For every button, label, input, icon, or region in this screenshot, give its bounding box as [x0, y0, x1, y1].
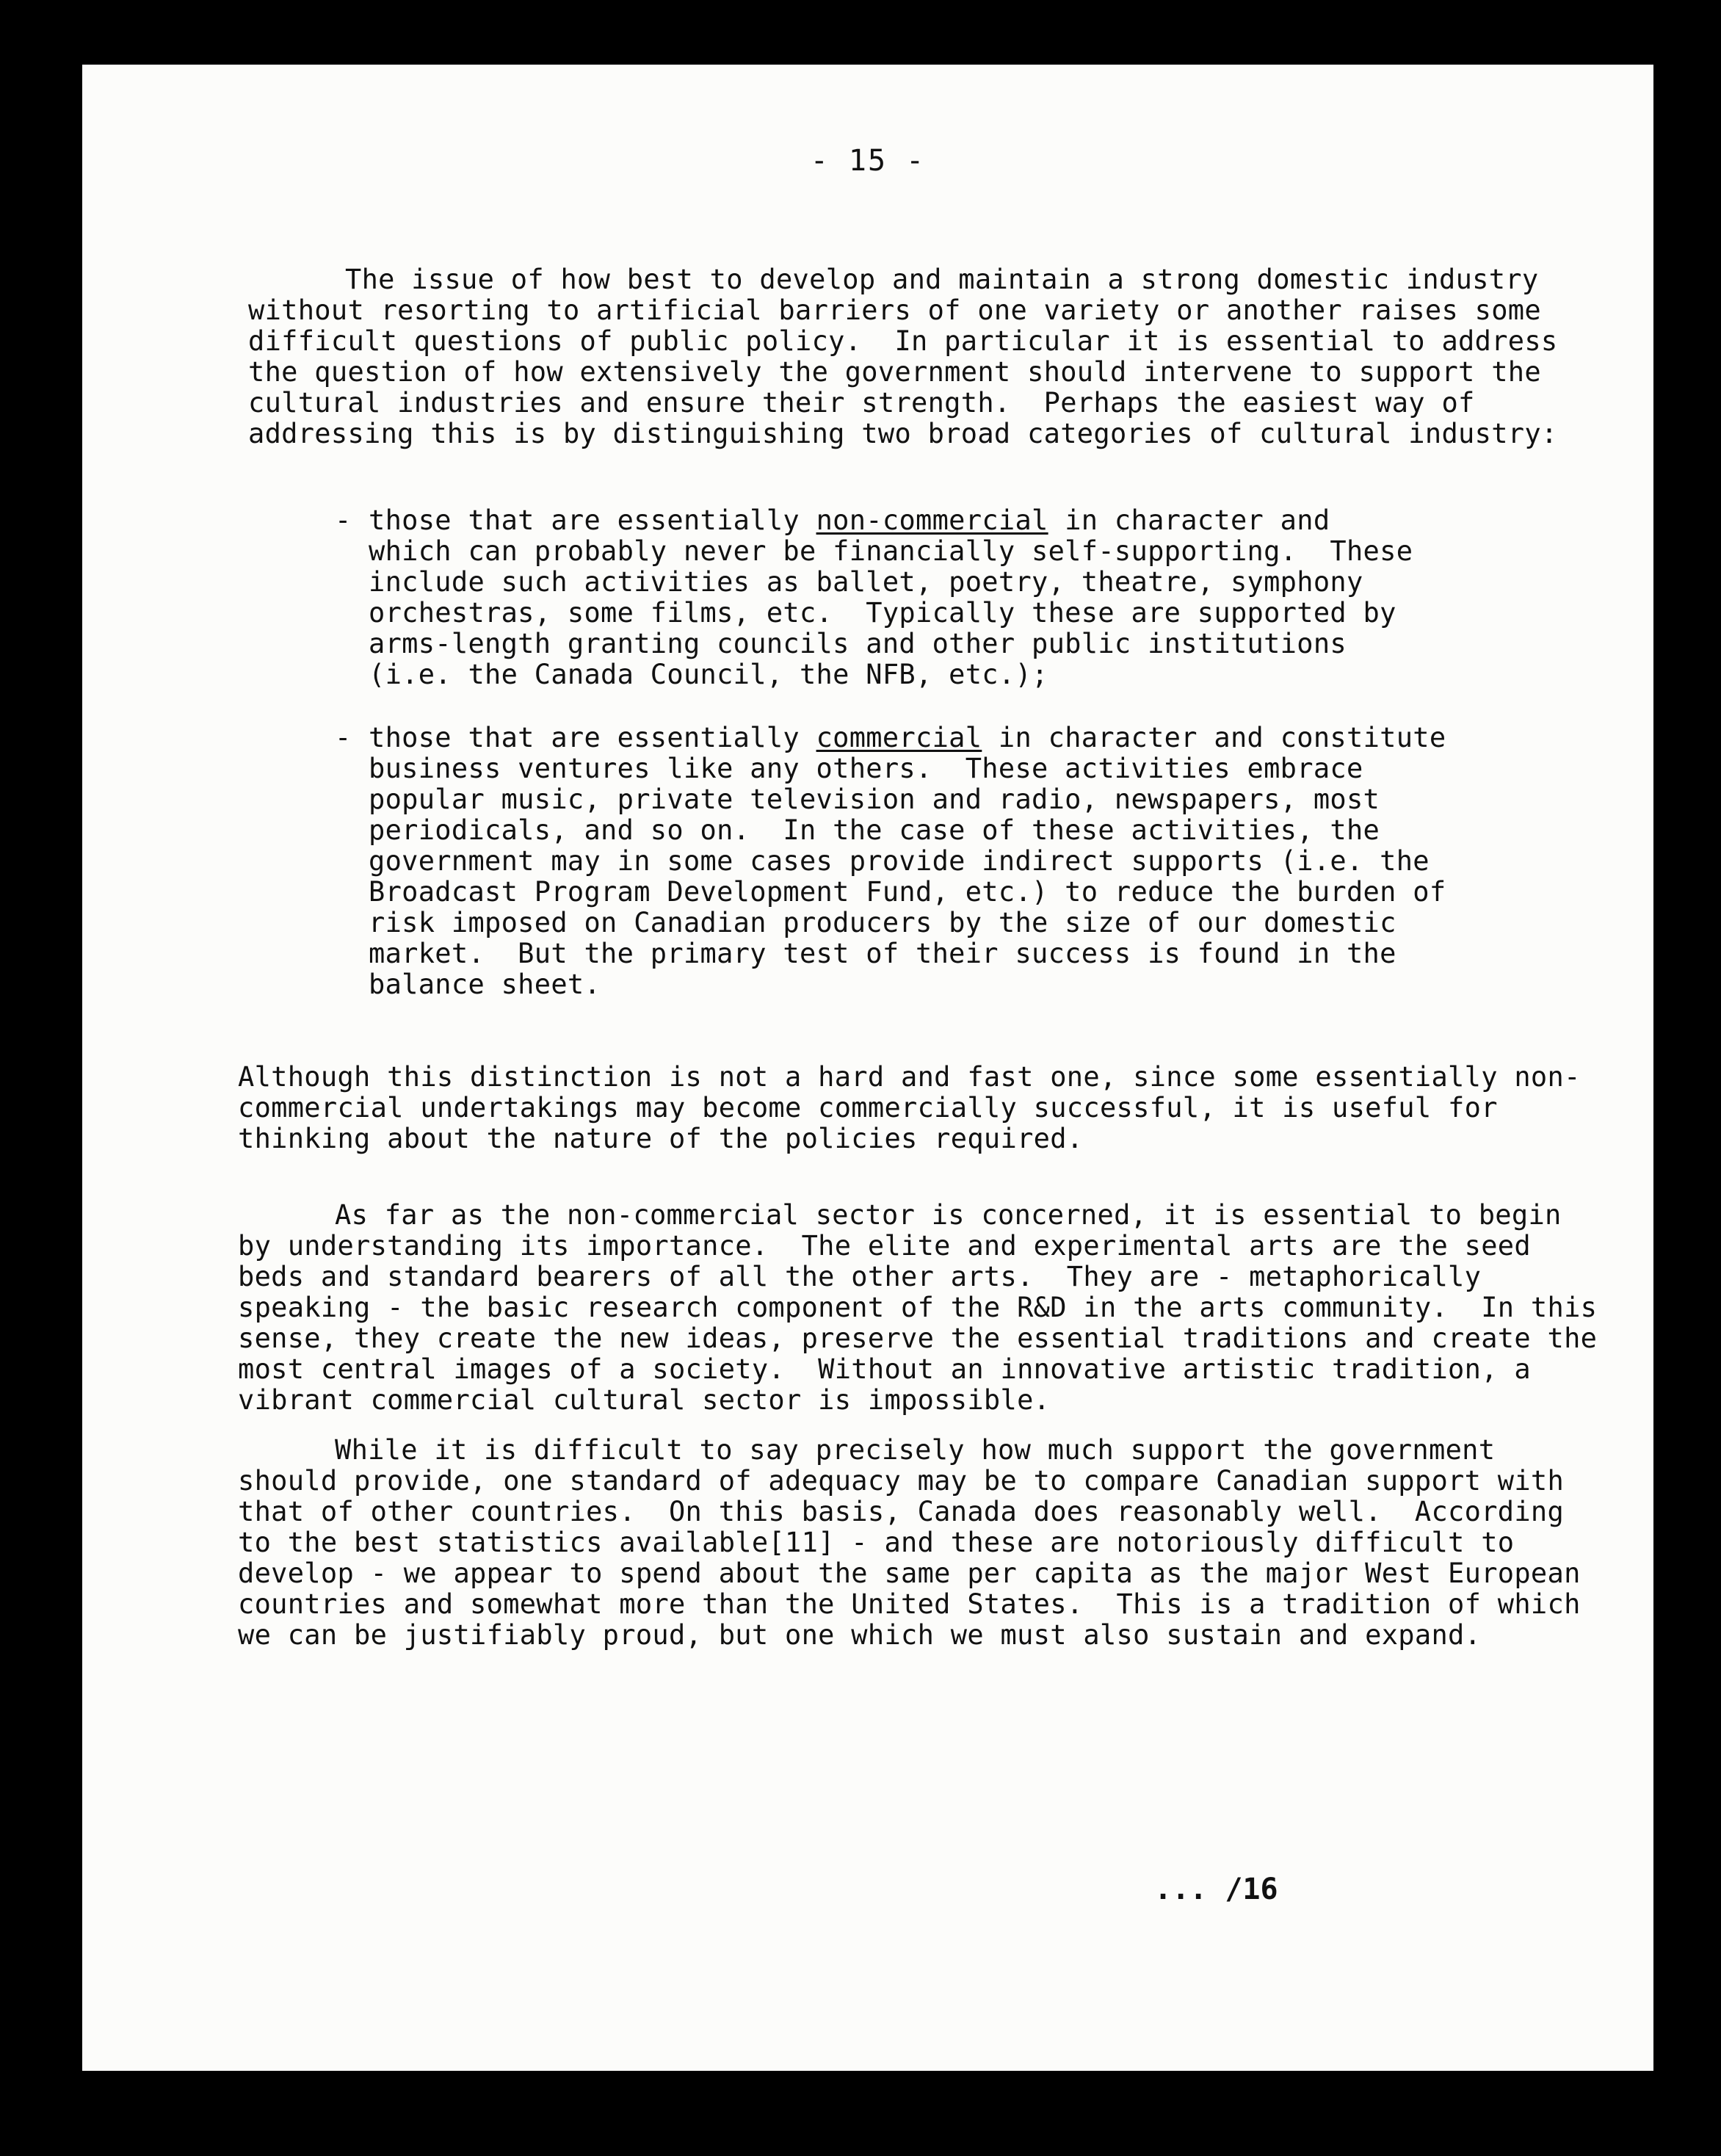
bullet-commercial: [369, 723, 1485, 1000]
bullet-commercial-lead: those that are essentially: [369, 722, 816, 753]
bullet-non-commercial-lead: those that are essentially: [369, 504, 816, 536]
bullet-non-commercial: [369, 504, 1430, 690]
commercial-emphasis: commercial: [816, 722, 982, 753]
intro-text: The issue of how best to develop and maintain a strong domestic industry without resorting to artificial barriers of one variety or another raises some difficult questions of public policy. In particular it is essential to address the question of how extensively the government should intervene to support the cultural industries and ensure their strength. Perhaps the easiest way of addressing this is by distinguishing two broad categories of cultural industry:: [248, 264, 1575, 449]
bullet-dash-non-commercial: -: [335, 504, 352, 536]
support-level-text: While it is difficult to say precisely how much support the government should provide, one standard of adequacy may be to compare Canadian support with that of other countries. On this basis, Canada does reasonably well. According to the best statistics available[11] - and these are notoriously difficult to develop - we appear to spend about the same per capita as the major West European countries and somewhat more than the United States. This is a tradition of which we can be justifiably proud, but one which we must also sustain and expand.: [238, 1434, 1598, 1651]
distinction-paragraph: Although this distinction is not a hard and fast one, since some essentially non-commercial undertakings may become commercially successful, it is useful for thinking about the nature of the policies required.: [238, 1061, 1581, 1154]
page-number: - 15 -: [810, 144, 926, 178]
bullet-non-commercial-body: in character and which can probably never be financially self-supporting. These include such activities as ballet, poetry, theatre, symphony orchestras, some films, etc. Typically these are supported by arms-length granting councils and other public institutions (i.e. the Canada Council, the NFB, etc.);: [369, 504, 1430, 690]
non-commercial-sector-text: As far as the non-commercial sector is concerned, it is essential to begin by understanding its importance. The elite and experimental arts are the seed beds and standard bearers of all the other arts. They are - metaphorically speaking - the basic research component of the R&D in the arts community. In this sense, they create the new ideas, preserve the essential traditions and create the most central images of a society. Without an innovative artistic tradition, a vibrant commercial cultural sector is impossible.: [238, 1199, 1614, 1416]
bullet-dash-commercial: -: [335, 722, 352, 753]
non-commercial-sector-paragraph: [238, 1199, 1614, 1416]
document-page: [82, 65, 1653, 2071]
continuation-marker: ... /16: [1154, 1873, 1278, 1906]
support-level-paragraph: [238, 1435, 1604, 1651]
bullet-commercial-body: in character and constitute business ventures like any others. These activities embrace popular music, private television and radio, newspapers, most periodicals, and so on. In the case of these activities, the government may in some cases provide indirect supports (i.e. the Broadcast Program Development Fund, etc.) to reduce the burden of risk imposed on Canadian producers by the size of our domestic market. But the primary test of their success is found in the balance sheet.: [369, 722, 1463, 1000]
non-commercial-emphasis: non-commercial: [816, 504, 1048, 536]
intro-paragraph: [248, 264, 1592, 449]
